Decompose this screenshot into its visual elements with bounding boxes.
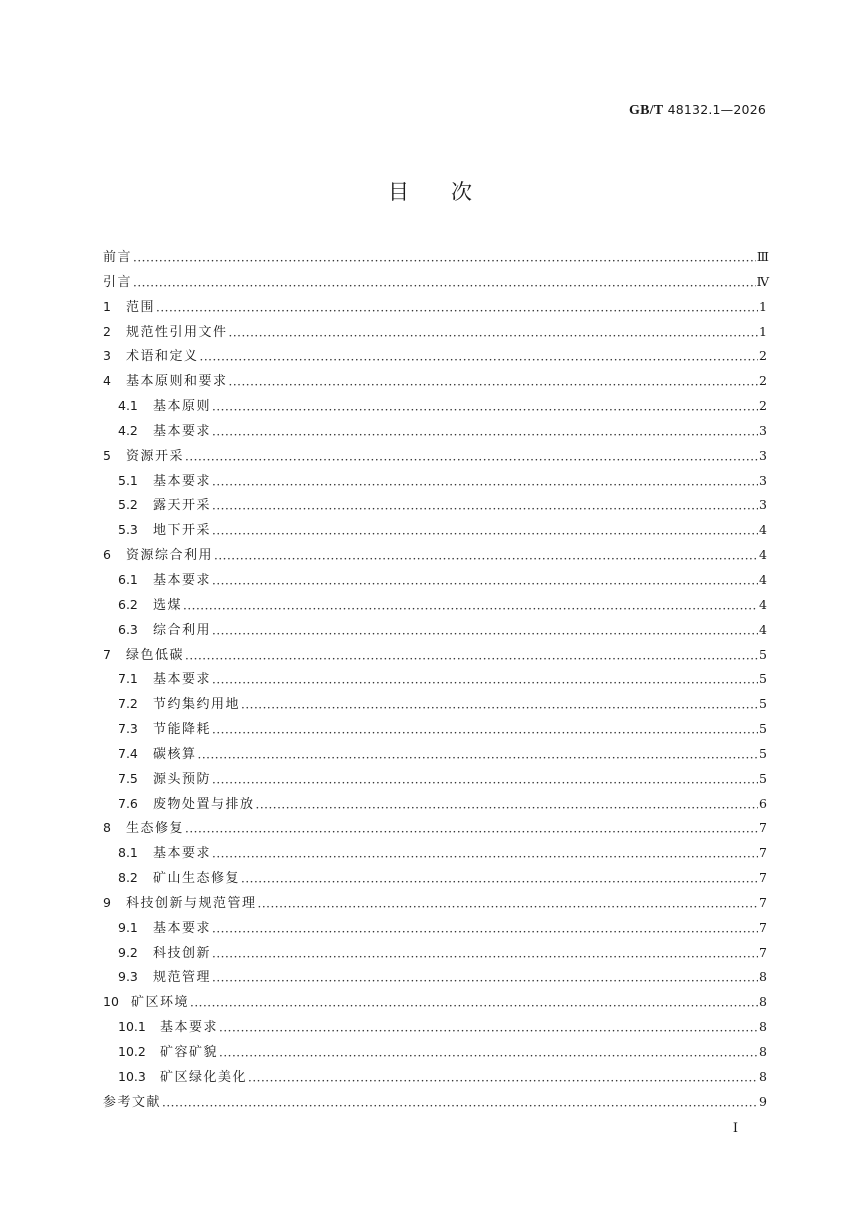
toc-dot-leader <box>212 671 758 684</box>
toc-entry[interactable] <box>103 1015 766 1040</box>
toc-dot-leader <box>185 647 758 660</box>
toc-entry[interactable] <box>103 444 766 469</box>
toc-entry-number: 7.6 <box>118 795 138 811</box>
toc-dot-leader <box>200 348 758 361</box>
toc-entry[interactable] <box>103 717 766 742</box>
toc-dot-leader <box>212 398 758 411</box>
toc-entry-page: 3 <box>759 422 767 438</box>
toc-entry-page: 8 <box>759 1068 767 1084</box>
toc-entry[interactable] <box>103 593 766 618</box>
toc-entry-number: 4.1 <box>118 398 138 414</box>
toc-entry-page: 4 <box>759 596 767 612</box>
toc-entry-label: 规范性引用文件 <box>126 324 228 340</box>
toc-entry-label: 引言 <box>103 274 133 290</box>
toc-entry-number: 7.3 <box>118 721 138 737</box>
toc-entry-label: 前言 <box>103 250 133 265</box>
toc-entry-label: 基本要求 <box>153 423 212 439</box>
toc-entry[interactable] <box>103 866 766 891</box>
toc-entry-label: 生态修复 <box>126 821 185 837</box>
toc-entry-number: 7.4 <box>118 745 138 761</box>
toc-entry[interactable] <box>103 1065 766 1090</box>
toc-entry-page: 1 <box>759 298 767 314</box>
toc-entry-label: 基本要求 <box>153 572 212 588</box>
toc-dot-leader <box>219 1019 758 1032</box>
toc-dot-leader <box>212 845 758 858</box>
toc-entry[interactable] <box>103 965 766 990</box>
toc-dot-leader <box>248 1069 758 1082</box>
toc-entry-page: 4 <box>759 522 767 538</box>
toc-entry-label: 绿色低碳 <box>126 647 185 663</box>
toc-dot-leader <box>241 870 758 883</box>
toc-dot-leader <box>162 1094 758 1107</box>
toc-entry-label: 规范管理 <box>153 970 212 986</box>
toc-dot-leader <box>198 746 758 759</box>
toc-entry-page: 8 <box>759 1044 767 1059</box>
table-of-contents <box>103 245 770 1115</box>
toc-entry-page: 5 <box>759 696 767 712</box>
toc-entry[interactable] <box>103 618 766 643</box>
toc-entry-number: 1 <box>103 298 111 314</box>
toc-entry-label: 综合利用 <box>153 622 212 638</box>
toc-entry-label: 矿区绿化美化 <box>160 1069 248 1085</box>
toc-entry-page: 7 <box>759 820 767 836</box>
page-number: Ⅰ <box>732 1121 738 1136</box>
toc-entry-page: 8 <box>759 1019 767 1035</box>
toc-dot-leader <box>185 820 758 833</box>
toc-entry-page: 5 <box>759 646 767 662</box>
toc-dot-leader <box>212 771 758 784</box>
toc-entry-label: 基本要求 <box>153 920 212 936</box>
standard-code <box>629 102 766 119</box>
toc-entry[interactable] <box>103 692 766 717</box>
toc-entry-label: 地下开采 <box>153 523 212 539</box>
toc-dot-leader <box>133 274 756 287</box>
toc-dot-leader <box>156 299 758 312</box>
toc-entry-label: 基本要求 <box>153 473 212 489</box>
toc-entry-label: 源头预防 <box>153 771 212 787</box>
toc-dot-leader <box>229 373 758 386</box>
toc-dot-leader <box>212 920 758 933</box>
toc-entry-number: 6.3 <box>118 621 138 637</box>
toc-entry-label: 露天开采 <box>153 498 212 514</box>
toc-dot-leader <box>212 522 758 535</box>
toc-entry-number: 9.1 <box>118 919 138 935</box>
toc-entry[interactable] <box>103 320 766 345</box>
toc-dot-leader <box>256 796 758 809</box>
toc-dot-leader <box>212 473 758 486</box>
toc-entry-number: 7.1 <box>118 671 138 687</box>
toc-entry-number: 10.1 <box>118 1019 146 1035</box>
toc-entry[interactable] <box>103 742 766 767</box>
toc-dot-leader <box>212 969 758 982</box>
toc-entry[interactable] <box>103 543 766 568</box>
toc-entry[interactable] <box>103 270 770 295</box>
standard-code-number: 48132.1—2026 <box>667 102 766 117</box>
toc-dot-leader <box>212 945 758 958</box>
toc-entry[interactable] <box>103 394 766 419</box>
toc-entry-label: 选煤 <box>153 597 183 613</box>
toc-entry-page: 3 <box>759 472 767 488</box>
toc-entry-page: 2 <box>759 398 767 414</box>
toc-entry-number: 5.1 <box>118 472 138 488</box>
toc-dot-leader <box>190 994 758 1007</box>
toc-entry-number: 9.2 <box>118 944 138 960</box>
toc-entry-page: 7 <box>759 845 767 861</box>
page-title-second-char: 次 <box>451 180 472 204</box>
toc-entry-label: 基本原则和要求 <box>126 374 228 390</box>
toc-entry[interactable] <box>103 245 769 270</box>
toc-entry[interactable] <box>103 295 766 320</box>
toc-entry[interactable] <box>103 841 766 866</box>
toc-entry-page: 7 <box>759 919 767 935</box>
toc-entry-number: 6.2 <box>118 596 138 612</box>
toc-entry-page: 1 <box>759 323 767 339</box>
toc-entry-page: 5 <box>759 671 767 687</box>
toc-entry-number: 4.2 <box>118 422 138 438</box>
toc-dot-leader <box>229 324 758 337</box>
toc-entry-label: 矿容矿貌 <box>160 1045 219 1060</box>
toc-dot-leader <box>185 448 758 461</box>
toc-entry-label: 碳核算 <box>153 746 197 762</box>
toc-entry[interactable] <box>103 518 766 543</box>
toc-dot-leader <box>258 895 758 908</box>
toc-entry-page: 2 <box>759 348 767 364</box>
toc-entry-label: 矿山生态修复 <box>153 871 241 887</box>
toc-entry-number: 5 <box>103 447 111 463</box>
toc-entry-page: 5 <box>759 721 767 737</box>
toc-entry-number: 8 <box>103 820 111 836</box>
toc-entry-page: 9 <box>759 1093 767 1109</box>
toc-dot-leader <box>212 497 758 510</box>
standard-code-prefix: GB/T <box>628 103 664 118</box>
toc-entry-number: 10 <box>103 994 119 1010</box>
toc-entry-page: 6 <box>759 795 767 811</box>
toc-entry-page: 4 <box>759 621 767 637</box>
toc-entry-label: 资源开采 <box>126 448 185 464</box>
toc-entry-page: Ⅲ <box>756 249 769 264</box>
toc-entry-number: 9 <box>103 894 111 910</box>
toc-entry-number: 7.5 <box>118 770 138 786</box>
toc-entry[interactable] <box>103 891 766 916</box>
toc-entry-label: 矿区环境 <box>131 995 190 1011</box>
toc-entry[interactable] <box>103 419 766 444</box>
toc-entry-page: 4 <box>759 547 767 563</box>
toc-entry-label: 资源综合利用 <box>126 548 214 564</box>
toc-entry-label: 废物处置与排放 <box>153 796 255 812</box>
toc-entry-page: 5 <box>759 745 767 761</box>
toc-entry[interactable] <box>103 941 766 966</box>
toc-entry-number: 9.3 <box>118 969 138 985</box>
toc-entry-number: 8.2 <box>118 870 138 886</box>
toc-entry[interactable] <box>103 792 766 817</box>
toc-entry-label: 范围 <box>126 299 156 315</box>
toc-entry[interactable] <box>103 344 766 369</box>
toc-entry-page: 2 <box>759 373 767 389</box>
toc-dot-leader <box>133 249 756 262</box>
toc-entry-number: 7.2 <box>118 696 138 712</box>
toc-dot-leader <box>219 1044 758 1057</box>
toc-dot-leader <box>241 696 758 709</box>
toc-entry[interactable] <box>103 643 766 668</box>
toc-entry[interactable] <box>103 916 766 941</box>
toc-dot-leader <box>212 572 758 585</box>
toc-entry[interactable] <box>103 1090 766 1115</box>
toc-entry-page: 7 <box>759 870 767 886</box>
toc-entry-number: 7 <box>103 646 111 662</box>
toc-entry-label: 术语和定义 <box>126 349 199 365</box>
toc-entry-number: 5.2 <box>118 497 138 513</box>
toc-entry-page: 3 <box>759 447 767 463</box>
toc-entry-number: 10.3 <box>118 1068 146 1084</box>
toc-entry[interactable] <box>103 767 766 792</box>
toc-entry-page: 3 <box>759 497 767 513</box>
toc-entry[interactable] <box>103 469 766 494</box>
toc-dot-leader <box>212 622 758 635</box>
toc-entry-label: 基本要求 <box>153 846 212 862</box>
toc-entry[interactable] <box>103 493 766 518</box>
toc-entry-label: 科技创新与规范管理 <box>126 895 257 911</box>
toc-entry-page: 4 <box>759 571 767 587</box>
toc-entry-page: 8 <box>759 969 767 985</box>
page-title <box>0 176 860 206</box>
toc-entry[interactable] <box>103 816 766 841</box>
toc-entry[interactable] <box>103 667 766 692</box>
toc-entry-label: 基本要求 <box>160 1020 219 1036</box>
toc-entry-label: 节能降耗 <box>153 722 212 738</box>
toc-entry-label: 基本原则 <box>153 399 212 415</box>
toc-entry-page: 7 <box>759 894 767 910</box>
toc-entry-number: 5.3 <box>118 522 138 538</box>
toc-entry-number: 3 <box>103 348 111 364</box>
toc-dot-leader <box>183 597 758 610</box>
toc-entry-page: Ⅳ <box>756 273 770 289</box>
toc-entry[interactable] <box>103 568 766 593</box>
toc-entry-number: 4 <box>103 373 111 389</box>
toc-entry-number: 6.1 <box>118 571 138 587</box>
toc-entry[interactable] <box>103 369 766 394</box>
toc-entry-number: 10.2 <box>118 1044 146 1059</box>
toc-entry-number: 6 <box>103 547 111 563</box>
toc-dot-leader <box>214 547 758 560</box>
toc-entry-page: 8 <box>759 994 767 1010</box>
toc-entry-page: 5 <box>759 770 767 786</box>
toc-entry-label: 基本要求 <box>153 672 212 688</box>
toc-entry-number: 2 <box>103 323 111 339</box>
toc-entry-label: 参考文献 <box>103 1094 162 1110</box>
toc-dot-leader <box>212 423 758 436</box>
toc-entry-number: 8.1 <box>118 845 138 861</box>
toc-entry-page: 7 <box>759 944 767 960</box>
toc-entry-label: 节约集约用地 <box>153 697 241 713</box>
page-title-first-char: 目 <box>388 180 409 204</box>
toc-entry[interactable] <box>103 990 766 1015</box>
toc-entry-label: 科技创新 <box>153 945 212 961</box>
toc-entry[interactable] <box>103 1040 766 1065</box>
toc-dot-leader <box>212 721 758 734</box>
